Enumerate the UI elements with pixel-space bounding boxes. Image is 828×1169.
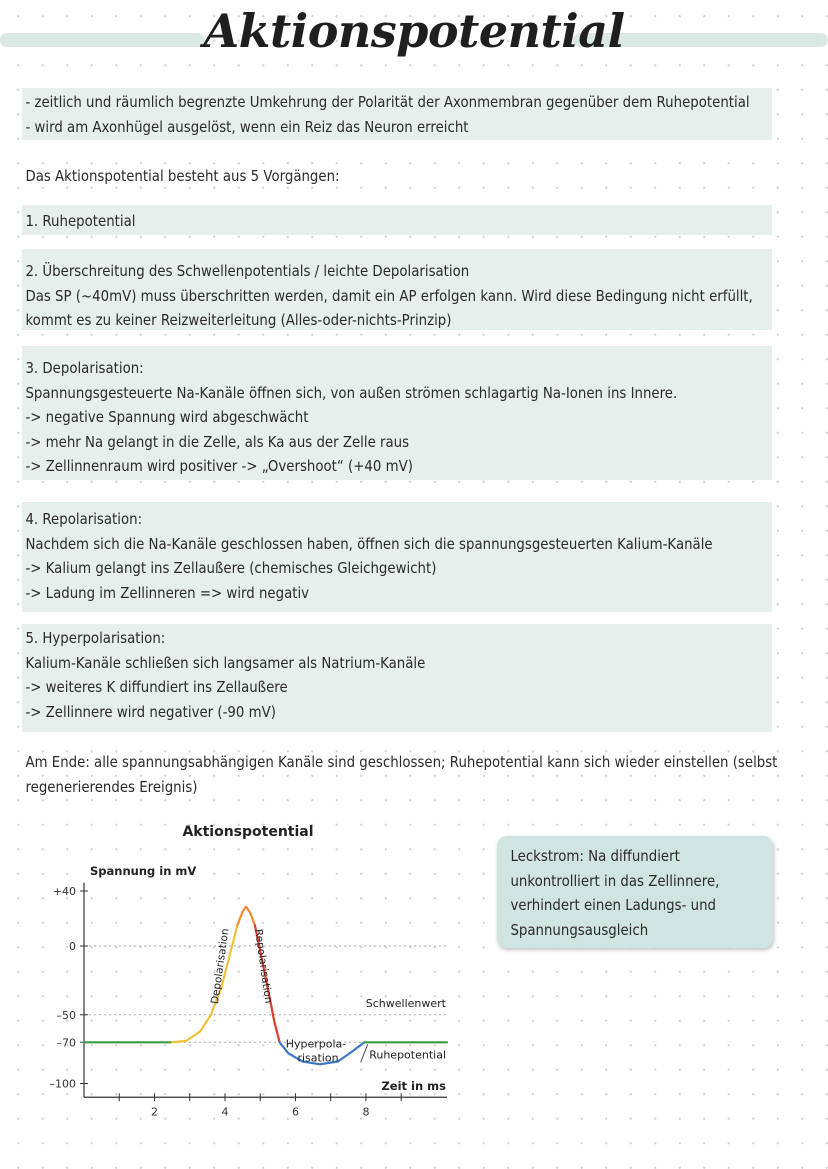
section-depolarisation (22, 346, 772, 480)
intro-box (22, 88, 772, 140)
conclusion (22, 750, 778, 800)
action-potential-chart (0, 815, 480, 1135)
y-tick-label: 0 (69, 940, 76, 953)
repolarisation-label: Repolarisation (252, 928, 275, 1005)
section-repolarisation (22, 502, 772, 612)
resting-label: Ruhepotential (369, 1048, 446, 1062)
intro-line: - wird am Axonhügel ausgelöst, wenn ein Reiz das Neuron erreicht (25, 117, 469, 136)
section-ruhepotential (22, 205, 772, 235)
chart-title: Aktionspotential (182, 824, 314, 840)
y-tick-label: –50 (56, 1008, 76, 1022)
x-tick-label: 8 (362, 1105, 370, 1119)
page-title: Aktionspotential (203, 4, 625, 58)
hyperpolarisation-label: Hyperpola- (285, 1037, 347, 1051)
section-line: -> negative Spannung wird abgeschwächt (25, 408, 309, 426)
y-tick-label: –70 (56, 1036, 76, 1050)
section-schwellenpotential (22, 249, 772, 330)
y-tick-label: +40 (52, 885, 76, 898)
resting-pointer (361, 1044, 368, 1062)
section-heading: 1. Ruhepotential (25, 212, 136, 230)
x-tick-label: 6 (291, 1105, 299, 1119)
section-line: Spannungsgesteuerte Na-Kanäle öffnen sich, von außen strömen schlagartig Na-Ionen ins Innere. (25, 383, 678, 402)
section-heading: 5. Hyperpolarisation: (25, 629, 166, 647)
conclusion-line: regenerierendes Ereignis) (25, 777, 198, 796)
note-line: Spannungsausgleich (510, 920, 649, 939)
section-line: Nachdem sich die Na-Kanäle geschlossen haben, öffnen sich die spannungsgesteuerten Kalium-Kanäle (25, 534, 713, 553)
section-line: -> Kalium gelangt ins Zellaußere (chemisches Gleichgewicht) (25, 559, 437, 577)
section-hyperpolarisation (22, 624, 772, 732)
x-axis-label: Zeit in ms (381, 1079, 446, 1093)
section-line: -> Ladung im Zellinneren => wird negativ (25, 583, 310, 602)
x-tick-label: 2 (150, 1105, 158, 1119)
section-line: -> weiteres K diffundiert ins Zellaußere (25, 678, 288, 696)
note-line: unkontrolliert in das Zellinnere, (510, 871, 720, 890)
section-line: Kalium-Kanäle schließen sich langsamer als Natrium-Kanäle (25, 653, 426, 672)
depolarisation-label: Depolarisation (208, 927, 232, 1005)
section-line: -> Zellinnere wird negativer (-90 mV) (25, 702, 276, 721)
intro-line: - zeitlich und räumlich begrenzte Umkehrung der Polarität der Axonmembran gegenüber dem Ruhepotential (25, 93, 750, 111)
leakage-current-note (497, 836, 773, 948)
section-line: -> Zellinnenraum wird positiver -> „Overshoot“ (+40 mV) (25, 457, 413, 475)
conclusion-line: Am Ende: alle spannungsabhängigen Kanäle sind geschlossen; Ruhepotential kann sich wieder einstellen (selbst (25, 753, 778, 771)
section-line: -> mehr Na gelangt in die Zelle, als Ka aus der Zelle raus (25, 432, 410, 451)
section-line: Das SP (~40mV) muss überschritten werden, damit ein AP erfolgen kann. Wird diese Bedingung nicht erfüllt, (25, 286, 753, 305)
series-line (237, 907, 255, 926)
section-heading: 4. Repolarisation: (25, 510, 143, 528)
hyperpolarisation-label: risation (297, 1051, 339, 1065)
x-tick-label: 4 (221, 1105, 229, 1119)
section-heading: 3. Depolarisation: (25, 359, 144, 377)
phases-intro (22, 164, 772, 188)
y-tick-label: –100 (49, 1077, 76, 1091)
note-line: Leckstrom: Na diffundiert (510, 847, 680, 865)
note-line: verhindert einen Ladungs- und (510, 896, 716, 914)
threshold-label: Schwellenwert (365, 996, 446, 1010)
section-line: kommt es zu keiner Reizweiterleitung (Alles-oder-nichts-Prinzip) (25, 311, 452, 329)
y-axis-label: Spannung in mV (90, 864, 197, 878)
phases-intro-text: Das Aktionspotential besteht aus 5 Vorgängen: (25, 167, 340, 185)
section-heading: 2. Überschreitung des Schwellenpotentials / leichte Depolarisation (25, 262, 470, 280)
